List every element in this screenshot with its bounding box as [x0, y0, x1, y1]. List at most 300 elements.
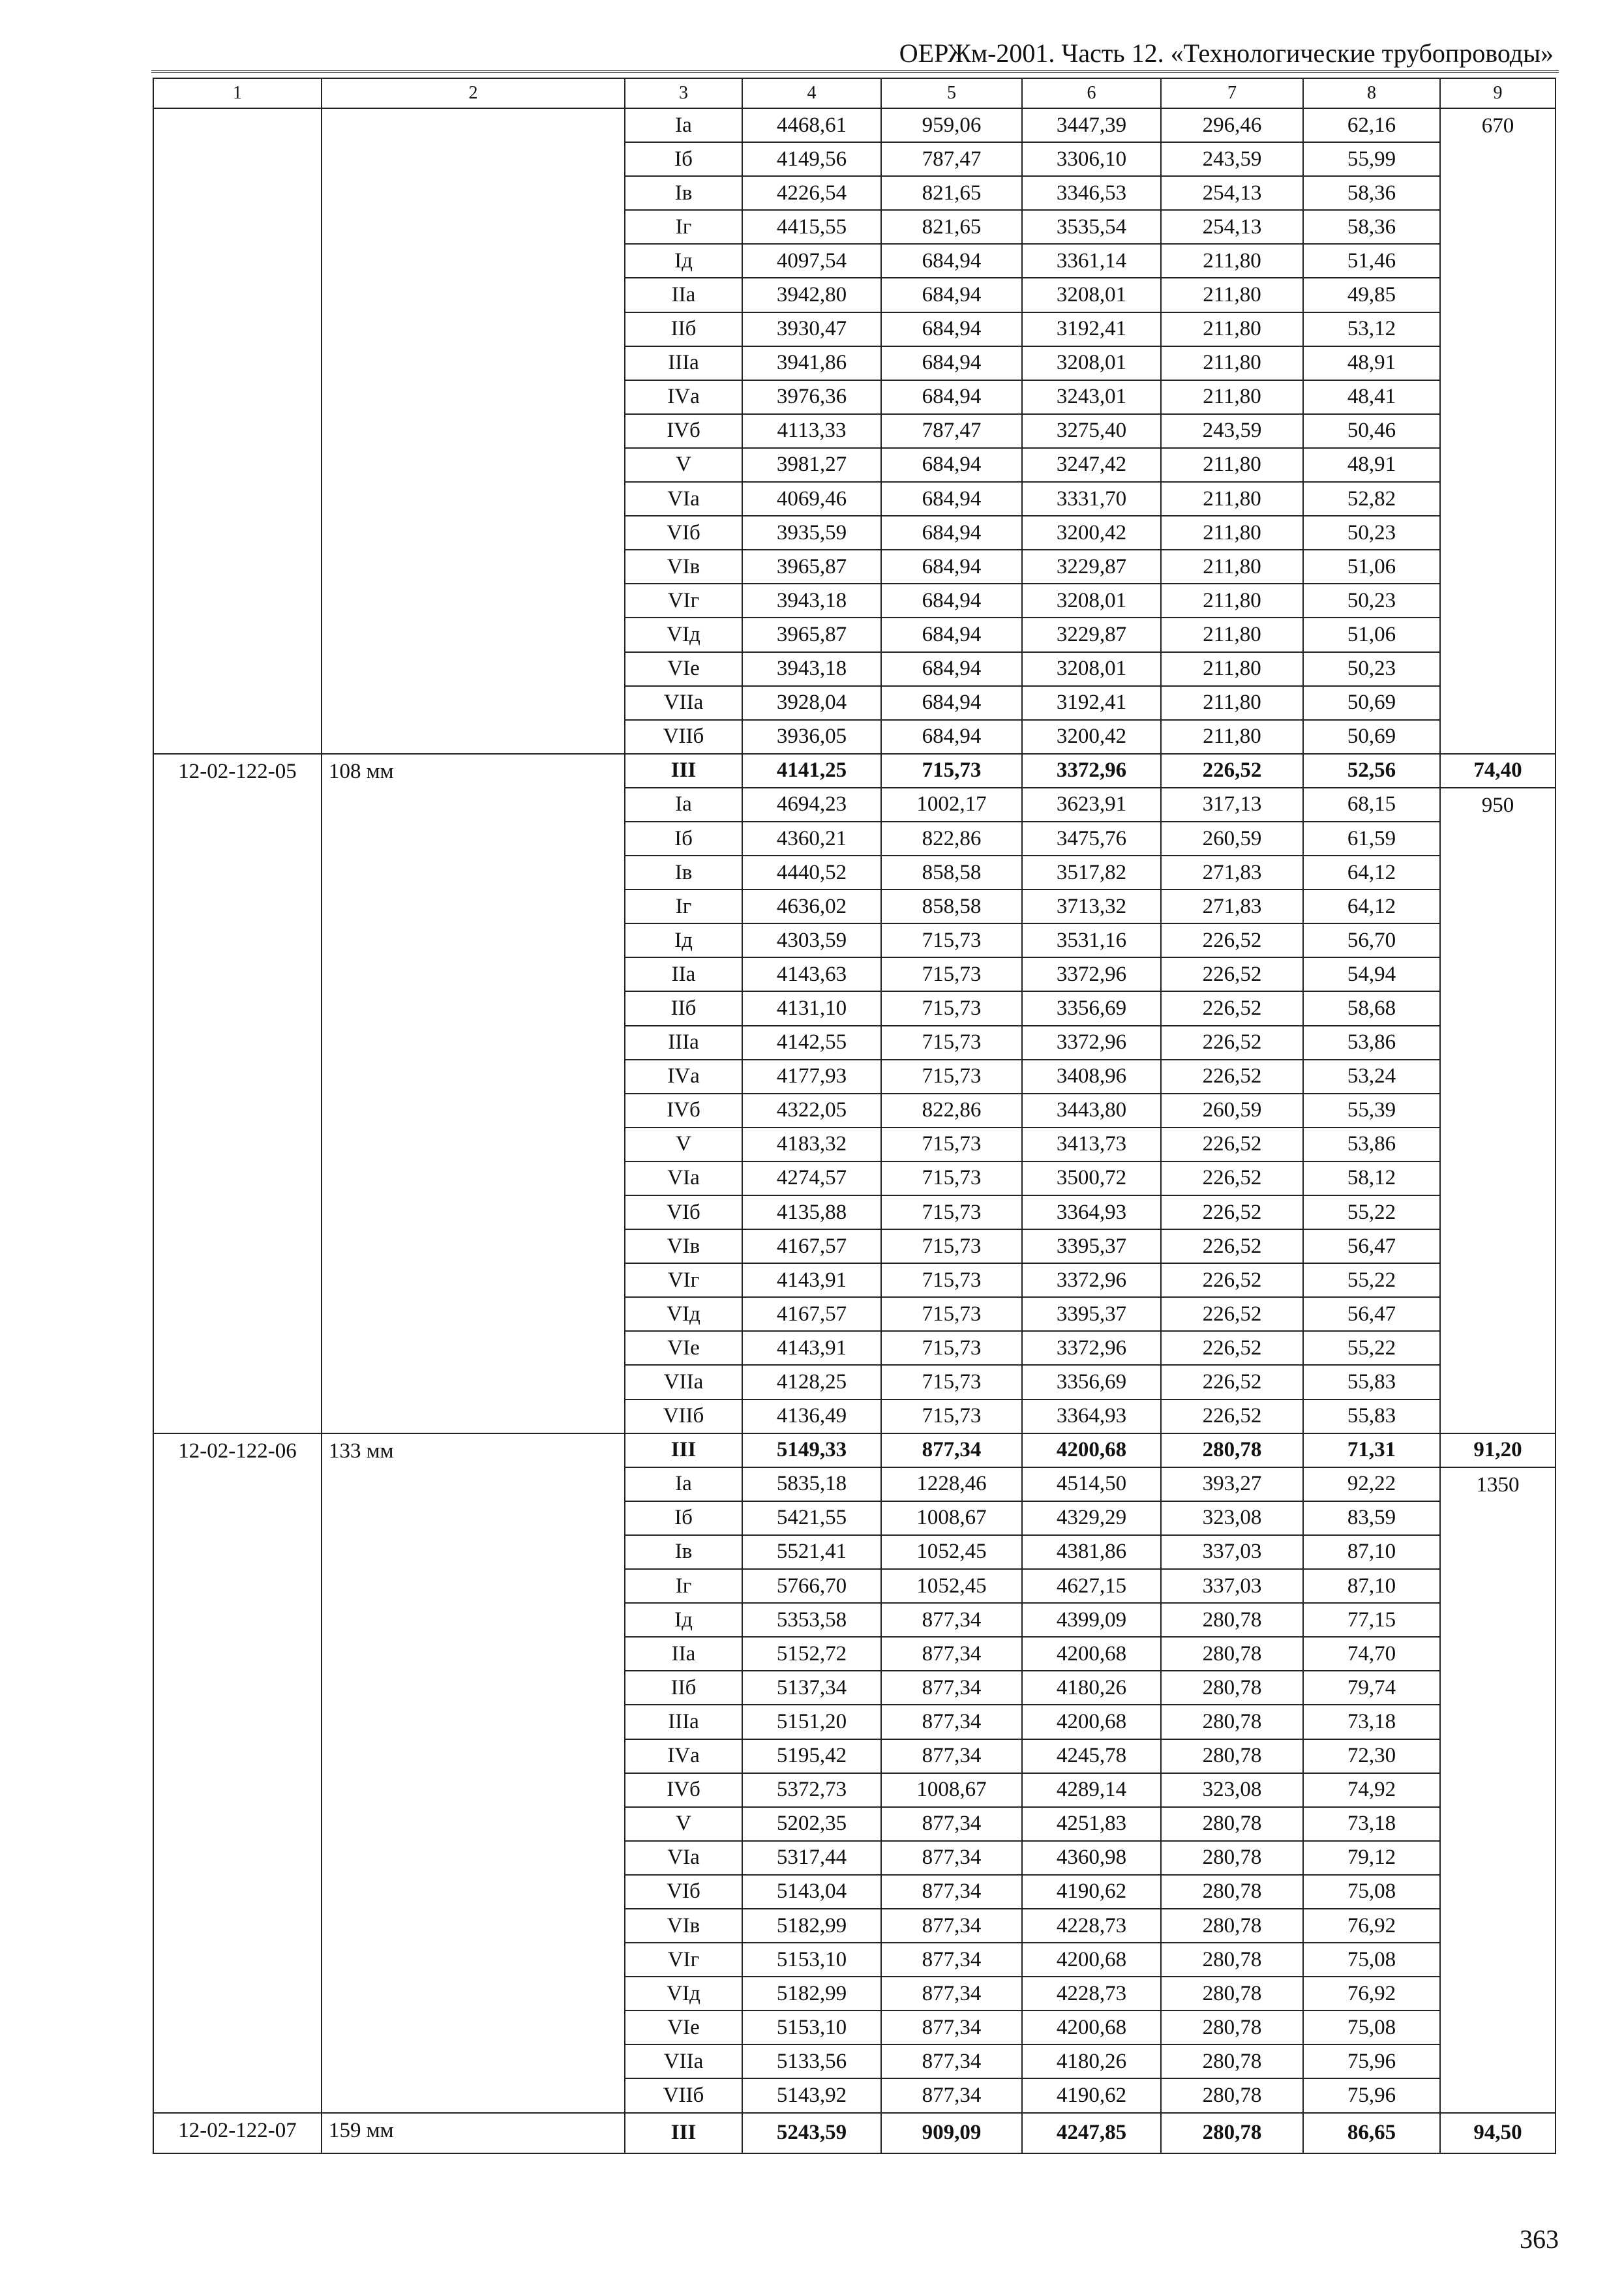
value-cell: 877,34 — [881, 1943, 1022, 1977]
value-cell: 715,73 — [881, 1161, 1022, 1195]
value-cell: 877,34 — [881, 1875, 1022, 1909]
value-cell: 4289,14 — [1022, 1773, 1161, 1807]
value-cell: 56,47 — [1303, 1229, 1440, 1263]
value-cell: 211,80 — [1161, 278, 1303, 312]
value-cell: 393,27 — [1161, 1467, 1303, 1501]
value-cell: 821,65 — [881, 210, 1022, 244]
zone-cell: VIб — [625, 516, 742, 550]
value-cell: 5133,56 — [742, 2044, 881, 2078]
value-cell: 3443,80 — [1022, 1094, 1161, 1128]
value-cell: 226,52 — [1161, 1365, 1303, 1399]
value-cell: 3623,91 — [1022, 788, 1161, 822]
value-cell: 76,92 — [1303, 1909, 1440, 1943]
value-cell: 5521,41 — [742, 1535, 881, 1569]
zone-cell: IIб — [625, 1671, 742, 1705]
column-header: 6 — [1022, 78, 1161, 108]
zone-cell: VIв — [625, 1229, 742, 1263]
zone-cell: Iд — [625, 923, 742, 957]
value-cell: 226,52 — [1161, 1128, 1303, 1161]
zone-cell: V — [625, 1807, 742, 1841]
value-cell: 5182,99 — [742, 1909, 881, 1943]
value-cell: 715,73 — [881, 1229, 1022, 1263]
column-header: 3 — [625, 78, 742, 108]
zone-cell: VIд — [625, 618, 742, 651]
value-cell: 4131,10 — [742, 991, 881, 1025]
column-header: 9 — [1440, 78, 1556, 108]
value-cell: 77,15 — [1303, 1603, 1440, 1637]
value-cell: 280,78 — [1161, 2113, 1303, 2153]
zone-cell: Iд — [625, 244, 742, 278]
value-cell: 4274,57 — [742, 1161, 881, 1195]
value-cell: 684,94 — [881, 244, 1022, 278]
value-cell: 4167,57 — [742, 1229, 881, 1263]
value-cell: 4200,68 — [1022, 1637, 1161, 1671]
code-cell: 12-02-122-06 — [153, 1433, 322, 2113]
size-cell: 133 мм — [322, 1433, 625, 2113]
value-cell: 280,78 — [1161, 1603, 1303, 1637]
value-cell: 56,47 — [1303, 1297, 1440, 1331]
value-cell: 280,78 — [1161, 2011, 1303, 2044]
value-cell: 4226,54 — [742, 176, 881, 210]
value-cell: 4143,91 — [742, 1331, 881, 1365]
value-cell: 211,80 — [1161, 448, 1303, 482]
zone-cell: Iд — [625, 1603, 742, 1637]
table-row-main — [153, 754, 1556, 788]
value-cell: 5421,55 — [742, 1501, 881, 1535]
value-cell: 3364,93 — [1022, 1399, 1161, 1433]
value-cell: 877,34 — [881, 1909, 1022, 1943]
value-cell: 4200,68 — [1022, 2011, 1161, 2044]
column-header: 8 — [1303, 78, 1440, 108]
value-cell: 280,78 — [1161, 1977, 1303, 2011]
value-cell: 48,91 — [1303, 448, 1440, 482]
value-cell: 75,96 — [1303, 2078, 1440, 2112]
value-cell: 226,52 — [1161, 991, 1303, 1025]
value-cell: 5143,92 — [742, 2078, 881, 2112]
value-cell: 52,82 — [1303, 482, 1440, 516]
value-cell: 55,22 — [1303, 1195, 1440, 1229]
value-cell: 55,83 — [1303, 1399, 1440, 1433]
value-cell: 4627,15 — [1022, 1569, 1161, 1603]
value-cell: 877,34 — [881, 1841, 1022, 1875]
value-cell: 4636,02 — [742, 890, 881, 923]
value-cell: 3200,42 — [1022, 720, 1161, 754]
value-cell: 877,34 — [881, 2044, 1022, 2078]
value-cell: 4360,98 — [1022, 1841, 1161, 1875]
zone-cell: Iа — [625, 1467, 742, 1501]
value-cell: 226,52 — [1161, 957, 1303, 991]
value-cell: 3346,53 — [1022, 176, 1161, 210]
rates-table — [153, 78, 1556, 2154]
value-cell: 52,56 — [1303, 754, 1440, 788]
zone-cell: Iв — [625, 1535, 742, 1569]
value-cell: 50,69 — [1303, 720, 1440, 754]
value-cell: 3356,69 — [1022, 991, 1161, 1025]
zone-cell: VIв — [625, 1909, 742, 1943]
value-cell: 5317,44 — [742, 1841, 881, 1875]
value-cell: 76,92 — [1303, 1977, 1440, 2011]
value-cell: 55,22 — [1303, 1331, 1440, 1365]
value-cell: 55,99 — [1303, 142, 1440, 176]
value-cell: 715,73 — [881, 1399, 1022, 1433]
value-cell: 87,10 — [1303, 1535, 1440, 1569]
value-cell: 4247,85 — [1022, 2113, 1161, 2153]
value-cell: 858,58 — [881, 856, 1022, 890]
value-cell: 684,94 — [881, 584, 1022, 618]
value-cell: 684,94 — [881, 618, 1022, 651]
table-row-main — [153, 2113, 1556, 2153]
value-cell: 3981,27 — [742, 448, 881, 482]
value-cell: 54,94 — [1303, 957, 1440, 991]
value-cell: 243,59 — [1161, 414, 1303, 448]
value-cell: 73,18 — [1303, 1705, 1440, 1739]
value-cell: 211,80 — [1161, 686, 1303, 720]
value-cell: 3356,69 — [1022, 1365, 1161, 1399]
value-cell: 877,34 — [881, 1671, 1022, 1705]
value-cell: 79,12 — [1303, 1841, 1440, 1875]
zone-cell: IVа — [625, 380, 742, 414]
value-cell: 4360,21 — [742, 822, 881, 856]
value-cell: 211,80 — [1161, 720, 1303, 754]
zone-cell: VIIб — [625, 1399, 742, 1433]
value-cell: 4149,56 — [742, 142, 881, 176]
value-cell: 50,46 — [1303, 414, 1440, 448]
value-cell: 3331,70 — [1022, 482, 1161, 516]
value-cell: 5202,35 — [742, 1807, 881, 1841]
col9-cell: 670 — [1440, 108, 1556, 754]
value-cell: 211,80 — [1161, 380, 1303, 414]
value-cell: 211,80 — [1161, 244, 1303, 278]
value-cell: 877,34 — [881, 1977, 1022, 2011]
value-cell: 3229,87 — [1022, 618, 1161, 651]
value-cell: 211,80 — [1161, 652, 1303, 686]
value-cell: 4143,91 — [742, 1263, 881, 1297]
value-cell: 79,74 — [1303, 1671, 1440, 1705]
value-cell: 4329,29 — [1022, 1501, 1161, 1535]
value-cell: 55,83 — [1303, 1365, 1440, 1399]
value-cell: 5353,58 — [742, 1603, 881, 1637]
value-cell: 1052,45 — [881, 1569, 1022, 1603]
value-cell: 3500,72 — [1022, 1161, 1161, 1195]
value-cell: 4143,63 — [742, 957, 881, 991]
value-cell: 211,80 — [1161, 346, 1303, 380]
value-cell: 4228,73 — [1022, 1909, 1161, 1943]
value-cell: 1002,17 — [881, 788, 1022, 822]
value-cell: 877,34 — [881, 2011, 1022, 2044]
page-number: 363 — [1520, 2224, 1559, 2254]
value-cell: 3372,96 — [1022, 1026, 1161, 1060]
zone-cell: VIа — [625, 482, 742, 516]
value-cell: 226,52 — [1161, 1195, 1303, 1229]
table-row — [153, 108, 1556, 142]
value-cell: 323,08 — [1161, 1501, 1303, 1535]
zone-cell: IVб — [625, 1094, 742, 1128]
zone-cell: IIа — [625, 1637, 742, 1671]
value-cell: 822,86 — [881, 1094, 1022, 1128]
zone-cell: V — [625, 448, 742, 482]
value-cell: 53,86 — [1303, 1128, 1440, 1161]
value-cell: 4381,86 — [1022, 1535, 1161, 1569]
value-cell: 1008,67 — [881, 1501, 1022, 1535]
value-cell: 271,83 — [1161, 856, 1303, 890]
value-cell: 280,78 — [1161, 1637, 1303, 1671]
value-cell: 5372,73 — [742, 1773, 881, 1807]
zone-cell: VIIа — [625, 1365, 742, 1399]
value-cell: 4128,25 — [742, 1365, 881, 1399]
value-cell: 3208,01 — [1022, 652, 1161, 686]
column-header: 1 — [153, 78, 322, 108]
zone-cell: VIIа — [625, 2044, 742, 2078]
value-cell: 280,78 — [1161, 1671, 1303, 1705]
value-cell: 5151,20 — [742, 1705, 881, 1739]
value-cell: 48,41 — [1303, 380, 1440, 414]
value-cell: 5153,10 — [742, 2011, 881, 2044]
value-cell: 280,78 — [1161, 1705, 1303, 1739]
zone-cell: Iг — [625, 890, 742, 923]
value-cell: 1008,67 — [881, 1773, 1022, 1807]
value-cell: 4200,68 — [1022, 1943, 1161, 1977]
zone-cell: IIб — [625, 991, 742, 1025]
value-cell: 3306,10 — [1022, 142, 1161, 176]
value-cell: 877,34 — [881, 1603, 1022, 1637]
zone-cell: III — [625, 754, 742, 788]
value-cell: 877,34 — [881, 1807, 1022, 1841]
value-cell: 55,22 — [1303, 1263, 1440, 1297]
value-cell: 71,31 — [1303, 1433, 1440, 1467]
zone-cell: Iв — [625, 176, 742, 210]
value-cell: 4322,05 — [742, 1094, 881, 1128]
value-cell: 74,92 — [1303, 1773, 1440, 1807]
value-cell: 280,78 — [1161, 1739, 1303, 1773]
value-cell: 260,59 — [1161, 822, 1303, 856]
zone-cell: Iб — [625, 142, 742, 176]
value-cell: 226,52 — [1161, 1161, 1303, 1195]
value-cell: 4069,46 — [742, 482, 881, 516]
value-cell: 4399,09 — [1022, 1603, 1161, 1637]
value-cell: 684,94 — [881, 516, 1022, 550]
value-cell: 4228,73 — [1022, 1977, 1161, 2011]
zone-cell: IIа — [625, 278, 742, 312]
value-cell: 877,34 — [881, 1433, 1022, 1467]
code-cell: 12-02-122-05 — [153, 754, 322, 1433]
value-cell: 3243,01 — [1022, 380, 1161, 414]
value-cell: 48,91 — [1303, 346, 1440, 380]
zone-cell: VIIб — [625, 720, 742, 754]
value-cell: 4180,26 — [1022, 1671, 1161, 1705]
value-cell: 959,06 — [881, 108, 1022, 142]
zone-cell: VIб — [625, 1875, 742, 1909]
value-cell: 787,47 — [881, 142, 1022, 176]
value-cell: 684,94 — [881, 346, 1022, 380]
value-cell: 4303,59 — [742, 923, 881, 957]
value-cell: 877,34 — [881, 1739, 1022, 1773]
value-cell: 4415,55 — [742, 210, 881, 244]
zone-cell: VIв — [625, 550, 742, 584]
value-cell: 3447,39 — [1022, 108, 1161, 142]
value-cell: 211,80 — [1161, 618, 1303, 651]
value-cell: 4135,88 — [742, 1195, 881, 1229]
value-cell: 4141,25 — [742, 754, 881, 788]
value-cell: 715,73 — [881, 1026, 1022, 1060]
value-cell: 1228,46 — [881, 1467, 1022, 1501]
value-cell: 3713,32 — [1022, 890, 1161, 923]
value-cell: 715,73 — [881, 923, 1022, 957]
value-cell: 296,46 — [1161, 108, 1303, 142]
zone-cell: VIб — [625, 1195, 742, 1229]
value-cell: 3941,86 — [742, 346, 881, 380]
value-cell: 684,94 — [881, 652, 1022, 686]
value-cell: 62,16 — [1303, 108, 1440, 142]
zone-cell: VIIа — [625, 686, 742, 720]
value-cell: 5152,72 — [742, 1637, 881, 1671]
zone-cell: III — [625, 2113, 742, 2153]
zone-cell: IVа — [625, 1739, 742, 1773]
zone-cell: VIе — [625, 2011, 742, 2044]
value-cell: 226,52 — [1161, 1026, 1303, 1060]
value-cell: 260,59 — [1161, 1094, 1303, 1128]
value-cell: 715,73 — [881, 1263, 1022, 1297]
value-cell: 715,73 — [881, 1365, 1022, 1399]
value-cell: 50,23 — [1303, 652, 1440, 686]
zone-cell: Iг — [625, 1569, 742, 1603]
value-cell: 4245,78 — [1022, 1739, 1161, 1773]
zone-cell: Iв — [625, 856, 742, 890]
value-cell: 86,65 — [1303, 2113, 1440, 2153]
value-cell: 211,80 — [1161, 516, 1303, 550]
value-cell: 877,34 — [881, 1637, 1022, 1671]
table-header — [153, 78, 1556, 108]
value-cell: 3192,41 — [1022, 686, 1161, 720]
value-cell: 271,83 — [1161, 890, 1303, 923]
size-cell: 108 мм — [322, 754, 625, 1433]
value-cell: 3965,87 — [742, 618, 881, 651]
column-header: 5 — [881, 78, 1022, 108]
value-cell: 3936,05 — [742, 720, 881, 754]
value-cell: 74,70 — [1303, 1637, 1440, 1671]
value-cell: 4200,68 — [1022, 1433, 1161, 1467]
value-cell: 3208,01 — [1022, 278, 1161, 312]
value-cell: 715,73 — [881, 957, 1022, 991]
value-cell: 3372,96 — [1022, 754, 1161, 788]
value-cell: 58,36 — [1303, 176, 1440, 210]
value-cell: 684,94 — [881, 482, 1022, 516]
value-cell: 243,59 — [1161, 142, 1303, 176]
value-cell: 226,52 — [1161, 754, 1303, 788]
value-cell: 3535,54 — [1022, 210, 1161, 244]
value-cell: 226,52 — [1161, 1297, 1303, 1331]
value-cell: 254,13 — [1161, 210, 1303, 244]
value-cell: 280,78 — [1161, 2044, 1303, 2078]
value-cell: 226,52 — [1161, 1263, 1303, 1297]
zone-cell: VIг — [625, 1943, 742, 1977]
value-cell: 280,78 — [1161, 1841, 1303, 1875]
zone-cell: VIд — [625, 1977, 742, 2011]
value-cell: 50,23 — [1303, 516, 1440, 550]
value-cell: 53,86 — [1303, 1026, 1440, 1060]
value-cell: 83,59 — [1303, 1501, 1440, 1535]
value-cell: 323,08 — [1161, 1773, 1303, 1807]
zone-cell: IVа — [625, 1060, 742, 1094]
value-cell: 3475,76 — [1022, 822, 1161, 856]
value-cell: 5137,34 — [742, 1671, 881, 1705]
value-cell: 715,73 — [881, 1128, 1022, 1161]
value-cell: 715,73 — [881, 754, 1022, 788]
zone-cell: Iа — [625, 108, 742, 142]
value-cell: 684,94 — [881, 380, 1022, 414]
value-cell: 3208,01 — [1022, 584, 1161, 618]
zone-cell: IVб — [625, 414, 742, 448]
value-cell: 254,13 — [1161, 176, 1303, 210]
value-cell: 56,70 — [1303, 923, 1440, 957]
zone-cell: IIIа — [625, 1026, 742, 1060]
value-cell: 3965,87 — [742, 550, 881, 584]
value-cell: 3413,73 — [1022, 1128, 1161, 1161]
value-cell: 317,13 — [1161, 788, 1303, 822]
value-cell: 58,68 — [1303, 991, 1440, 1025]
value-cell: 5143,04 — [742, 1875, 881, 1909]
zone-cell: IVб — [625, 1773, 742, 1807]
value-cell: 75,08 — [1303, 1875, 1440, 1909]
value-cell: 877,34 — [881, 2078, 1022, 2112]
value-cell: 211,80 — [1161, 584, 1303, 618]
value-cell: 715,73 — [881, 1195, 1022, 1229]
value-cell: 5835,18 — [742, 1467, 881, 1501]
value-cell: 3208,01 — [1022, 346, 1161, 380]
value-cell: 226,52 — [1161, 1229, 1303, 1263]
value-cell: 4200,68 — [1022, 1705, 1161, 1739]
column-header: 4 — [742, 78, 881, 108]
value-cell: 75,08 — [1303, 1943, 1440, 1977]
value-cell: 3361,14 — [1022, 244, 1161, 278]
zone-cell: IIа — [625, 957, 742, 991]
header-title: ОЕРЖм-2001. Часть 12. «Технологические трубопроводы» — [899, 38, 1554, 68]
value-cell: 3531,16 — [1022, 923, 1161, 957]
column-header: 2 — [322, 78, 625, 108]
value-cell: 50,23 — [1303, 584, 1440, 618]
value-cell: 4097,54 — [742, 244, 881, 278]
code-cell: 12-02-122-07 — [153, 2113, 322, 2153]
value-cell: 3930,47 — [742, 312, 881, 346]
size-cell — [322, 108, 625, 754]
value-cell: 92,22 — [1303, 1467, 1440, 1501]
value-cell: 3517,82 — [1022, 856, 1161, 890]
value-cell: 715,73 — [881, 1060, 1022, 1094]
page-header — [151, 34, 1559, 73]
zone-cell: III — [625, 1433, 742, 1467]
value-cell: 337,03 — [1161, 1569, 1303, 1603]
value-cell: 280,78 — [1161, 1433, 1303, 1467]
value-cell: 280,78 — [1161, 1909, 1303, 1943]
zone-cell: VIа — [625, 1161, 742, 1195]
value-cell: 51,46 — [1303, 244, 1440, 278]
value-cell: 53,12 — [1303, 312, 1440, 346]
value-cell: 337,03 — [1161, 1535, 1303, 1569]
value-cell: 3395,37 — [1022, 1229, 1161, 1263]
value-cell: 684,94 — [881, 312, 1022, 346]
value-cell: 55,39 — [1303, 1094, 1440, 1128]
value-cell: 4190,62 — [1022, 1875, 1161, 1909]
value-cell: 3928,04 — [742, 686, 881, 720]
col9-cell: 91,20 — [1440, 1433, 1556, 1467]
value-cell: 226,52 — [1161, 1331, 1303, 1365]
value-cell: 4183,32 — [742, 1128, 881, 1161]
value-cell: 3976,36 — [742, 380, 881, 414]
value-cell: 51,06 — [1303, 550, 1440, 584]
value-cell: 4694,23 — [742, 788, 881, 822]
value-cell: 4468,61 — [742, 108, 881, 142]
value-cell: 909,09 — [881, 2113, 1022, 2153]
zone-cell: V — [625, 1128, 742, 1161]
